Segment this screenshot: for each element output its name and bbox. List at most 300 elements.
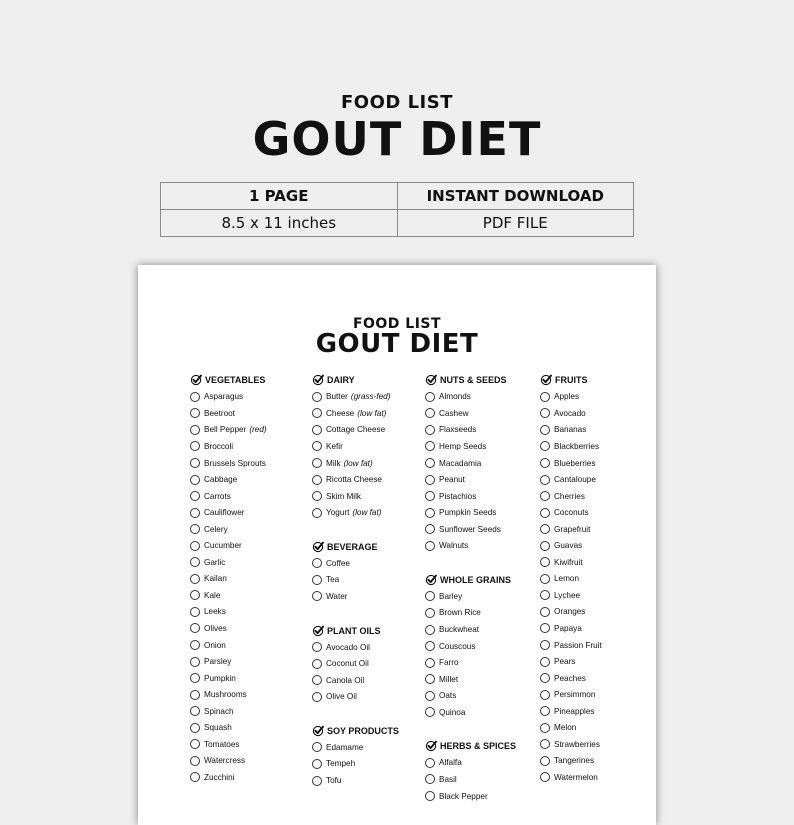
item-label: Yogurt <box>326 508 350 518</box>
list-item <box>312 422 424 439</box>
checkbox-circle[interactable] <box>425 625 435 635</box>
list-item <box>540 471 652 488</box>
item-label: Walnuts <box>439 541 469 551</box>
item-label: Coffee <box>326 558 350 568</box>
list-item <box>540 753 652 770</box>
checkbox-circle[interactable] <box>540 425 550 435</box>
checked-circle-icon <box>425 374 437 386</box>
checkbox-circle[interactable] <box>425 508 435 518</box>
item-label: Melon <box>554 723 577 733</box>
food-section <box>190 372 302 786</box>
list-item <box>312 438 424 455</box>
list-item <box>425 471 537 488</box>
list-item <box>425 771 537 788</box>
checkbox-circle[interactable] <box>425 641 435 651</box>
list-item <box>190 587 302 604</box>
list-item <box>425 755 537 772</box>
section-header <box>312 622 424 639</box>
list-item <box>425 521 537 538</box>
list-item <box>540 637 652 654</box>
item-label: Watercress <box>204 756 246 766</box>
list-item <box>425 405 537 422</box>
checkbox-circle[interactable] <box>312 692 322 702</box>
item-label: Cashew <box>439 408 469 418</box>
list-item <box>190 438 302 455</box>
checkbox-circle[interactable] <box>190 508 200 518</box>
food-section <box>540 372 652 786</box>
list-item <box>425 455 537 472</box>
list-item <box>312 572 424 589</box>
list-item <box>312 488 424 505</box>
top-subtitle: FOOD LIST <box>340 92 454 113</box>
checkbox-circle[interactable] <box>190 475 200 485</box>
checkbox-circle[interactable] <box>312 575 322 585</box>
list-item <box>190 405 302 422</box>
info-table <box>160 182 634 237</box>
item-label: Mushrooms <box>204 690 247 700</box>
list-item <box>540 686 652 703</box>
item-label: Garlic <box>204 557 226 567</box>
list-item <box>425 438 537 455</box>
section-header <box>425 572 537 589</box>
item-label: Cantaloupe <box>554 475 596 485</box>
checkbox-circle[interactable] <box>312 508 322 518</box>
checkbox-circle[interactable] <box>425 691 435 701</box>
section-header <box>190 372 302 389</box>
info-format: PDF FILE <box>397 210 634 237</box>
list-item <box>312 389 424 406</box>
checkbox-circle[interactable] <box>190 640 200 650</box>
checkbox-circle[interactable] <box>540 441 550 451</box>
section-title: PLANT OILS <box>327 625 381 636</box>
checkbox-circle[interactable] <box>540 673 550 683</box>
list-item <box>312 405 424 422</box>
sheet-subtitle: FOOD LIST <box>352 316 442 332</box>
checkbox-circle[interactable] <box>190 623 200 633</box>
checkbox-circle[interactable] <box>425 392 435 402</box>
checkbox-circle[interactable] <box>190 541 200 551</box>
item-label: Cabbage <box>204 475 238 485</box>
section-title: BEVERAGE <box>327 541 378 552</box>
list-item <box>190 504 302 521</box>
checkbox-circle[interactable] <box>190 491 200 501</box>
list-item <box>425 788 537 805</box>
list-item <box>190 769 302 786</box>
item-label: Spinach <box>204 706 234 716</box>
checkbox-circle[interactable] <box>540 392 550 402</box>
item-label: Pears <box>554 657 576 667</box>
checked-circle-icon <box>425 574 437 586</box>
checkbox-circle[interactable] <box>425 758 435 768</box>
item-label: Parsley <box>204 657 232 667</box>
item-label: Tomatoes <box>204 739 240 749</box>
checkbox-circle[interactable] <box>425 707 435 717</box>
checkbox-circle[interactable] <box>190 458 200 468</box>
list-item <box>312 504 424 521</box>
checkbox-circle[interactable] <box>190 557 200 567</box>
checkbox-circle[interactable] <box>540 491 550 501</box>
item-label: Blueberries <box>554 458 596 468</box>
checkbox-circle[interactable] <box>540 623 550 633</box>
list-item <box>425 671 537 688</box>
list-item <box>312 555 424 572</box>
checkbox-circle[interactable] <box>312 425 322 435</box>
section-header <box>312 723 424 740</box>
item-label: Apples <box>554 392 580 402</box>
checkbox-circle[interactable] <box>540 508 550 518</box>
item-label: Kefir <box>326 441 343 451</box>
item-label: Papaya <box>554 623 582 633</box>
checkbox-circle[interactable] <box>425 591 435 601</box>
checkbox-circle[interactable] <box>540 590 550 600</box>
checkbox-circle[interactable] <box>425 408 435 418</box>
checkbox-circle[interactable] <box>312 759 322 769</box>
list-item <box>425 588 537 605</box>
item-label: Avocado Oil <box>326 642 370 652</box>
checkbox-circle[interactable] <box>312 475 322 485</box>
checkbox-circle[interactable] <box>312 642 322 652</box>
item-label: Cauliflower <box>204 508 245 518</box>
list-item <box>540 703 652 720</box>
list-item <box>425 422 537 439</box>
item-label: Pumpkin Seeds <box>439 508 497 518</box>
checkbox-circle[interactable] <box>425 441 435 451</box>
item-label: Pistachios <box>439 491 477 501</box>
list-item <box>425 389 537 406</box>
item-label: Edamame <box>326 742 364 752</box>
list-item <box>312 471 424 488</box>
list-item <box>190 703 302 720</box>
checkbox-circle[interactable] <box>190 524 200 534</box>
item-label: Flaxseeds <box>439 425 477 435</box>
checkbox-circle[interactable] <box>190 706 200 716</box>
item-label: Butter <box>326 392 348 402</box>
item-label: Tofu <box>326 776 342 786</box>
item-label: Pineapples <box>554 706 595 716</box>
item-note: (red) <box>249 425 267 435</box>
list-item <box>190 604 302 621</box>
checkbox-circle[interactable] <box>425 425 435 435</box>
checkbox-circle[interactable] <box>425 458 435 468</box>
item-label: Skim Milk <box>326 491 362 501</box>
food-column <box>540 372 652 803</box>
list-item <box>540 504 652 521</box>
item-label: Bell Pepper <box>204 425 247 435</box>
item-label: Barley <box>439 591 463 601</box>
list-item <box>425 537 537 554</box>
checkbox-circle[interactable] <box>312 392 322 402</box>
item-label: Oats <box>439 691 457 701</box>
checkbox-circle[interactable] <box>540 640 550 650</box>
item-note: (low fat) <box>357 408 387 418</box>
checkbox-circle[interactable] <box>190 607 200 617</box>
list-item <box>190 719 302 736</box>
item-label: Basil <box>439 774 457 784</box>
item-label: Tempeh <box>326 759 356 769</box>
checkbox-circle[interactable] <box>190 590 200 600</box>
list-item <box>312 739 424 756</box>
list-item <box>190 670 302 687</box>
item-label: Tea <box>326 575 340 585</box>
list-item <box>540 653 652 670</box>
item-label: Quinoa <box>439 707 466 717</box>
checkbox-circle[interactable] <box>312 491 322 501</box>
list-item <box>190 686 302 703</box>
item-label: Sunflower Seeds <box>439 524 501 534</box>
checkbox-circle[interactable] <box>540 706 550 716</box>
section-header <box>425 738 537 755</box>
checkbox-circle[interactable] <box>190 408 200 418</box>
list-item <box>312 756 424 773</box>
list-item <box>425 654 537 671</box>
checkbox-circle[interactable] <box>540 657 550 667</box>
item-label: Water <box>326 591 348 601</box>
food-column <box>190 372 302 803</box>
item-note: (low fat) <box>352 508 382 518</box>
list-item <box>190 471 302 488</box>
checkbox-circle[interactable] <box>425 608 435 618</box>
list-item <box>190 521 302 538</box>
checkbox-circle[interactable] <box>425 791 435 801</box>
item-label: Cheese <box>326 408 355 418</box>
info-pages: 1 PAGE <box>161 183 398 210</box>
list-item <box>425 488 537 505</box>
checkbox-circle[interactable] <box>190 392 200 402</box>
item-label: Blackberries <box>554 441 600 451</box>
item-label: Lemon <box>554 574 580 584</box>
list-item <box>425 504 537 521</box>
list-item <box>425 621 537 638</box>
checkbox-circle[interactable] <box>190 425 200 435</box>
checked-circle-icon <box>312 374 324 386</box>
item-note: (low fat) <box>343 458 373 468</box>
checkbox-circle[interactable] <box>190 657 200 667</box>
item-label: Zucchini <box>204 772 235 782</box>
item-label: Black Pepper <box>439 791 488 801</box>
item-label: Passion Fruit <box>554 640 602 650</box>
item-label: Buckwheat <box>439 625 480 635</box>
item-label: Olive Oil <box>326 692 357 702</box>
list-item <box>540 604 652 621</box>
item-label: Peanut <box>439 475 465 485</box>
list-item <box>540 455 652 472</box>
item-label: Farro <box>439 658 459 668</box>
list-item <box>190 389 302 406</box>
item-label: Oranges <box>554 607 586 617</box>
item-label: Kiwifruit <box>554 557 583 567</box>
list-item <box>540 405 652 422</box>
checkbox-circle[interactable] <box>312 742 322 752</box>
section-header <box>425 372 537 389</box>
checkbox-circle[interactable] <box>312 591 322 601</box>
checkbox-circle[interactable] <box>540 756 550 766</box>
food-column <box>425 372 537 822</box>
item-label: Beetroot <box>204 408 235 418</box>
checkbox-circle[interactable] <box>190 690 200 700</box>
checked-circle-icon <box>190 374 202 386</box>
checkbox-circle[interactable] <box>425 674 435 684</box>
checkbox-circle[interactable] <box>312 408 322 418</box>
list-item <box>190 537 302 554</box>
printable-sheet <box>138 265 656 825</box>
food-section <box>425 372 537 554</box>
checkbox-circle[interactable] <box>540 739 550 749</box>
checkbox-circle[interactable] <box>540 557 550 567</box>
list-item <box>540 620 652 637</box>
list-item <box>540 769 652 786</box>
checkbox-circle[interactable] <box>190 723 200 733</box>
section-title: VEGETABLES <box>205 375 266 386</box>
checked-circle-icon <box>540 374 552 386</box>
section-header <box>312 539 424 556</box>
checkbox-circle[interactable] <box>190 574 200 584</box>
section-title: NUTS & SEEDS <box>440 375 507 386</box>
info-download: INSTANT DOWNLOAD <box>397 183 634 210</box>
list-item <box>190 422 302 439</box>
list-item <box>540 587 652 604</box>
food-column <box>312 372 424 806</box>
list-item <box>190 554 302 571</box>
list-item <box>190 653 302 670</box>
item-label: Pumpkin <box>204 673 236 683</box>
list-item <box>190 620 302 637</box>
checkbox-circle[interactable] <box>190 756 200 766</box>
item-label: Asparagus <box>204 392 244 402</box>
checkbox-circle[interactable] <box>540 574 550 584</box>
item-label: Olives <box>204 623 227 633</box>
list-item <box>540 736 652 753</box>
food-section <box>312 622 424 705</box>
checkbox-circle[interactable] <box>425 658 435 668</box>
checkbox-circle[interactable] <box>540 408 550 418</box>
item-label: Millet <box>439 674 459 684</box>
item-label: Macadamia <box>439 458 482 468</box>
section-header <box>540 372 652 389</box>
item-label: Watermelon <box>554 772 598 782</box>
list-item <box>425 704 537 721</box>
list-item <box>540 438 652 455</box>
item-label: Avocado <box>554 408 586 418</box>
item-label: Coconuts <box>554 508 589 518</box>
checkbox-circle[interactable] <box>190 441 200 451</box>
item-label: Canola Oil <box>326 675 365 685</box>
list-item <box>312 688 424 705</box>
checked-circle-icon <box>312 725 324 737</box>
checked-circle-icon <box>312 625 324 637</box>
list-item <box>540 488 652 505</box>
list-item <box>540 537 652 554</box>
checkbox-circle[interactable] <box>540 690 550 700</box>
item-label: Coconut Oil <box>326 659 369 669</box>
list-item <box>540 389 652 406</box>
checkbox-circle[interactable] <box>312 458 322 468</box>
sheet-title: GOUT DIET <box>315 329 479 359</box>
checkbox-circle[interactable] <box>190 739 200 749</box>
checkbox-circle[interactable] <box>190 772 200 782</box>
checkbox-circle[interactable] <box>425 491 435 501</box>
item-label: Squash <box>204 723 232 733</box>
item-label: Strawberries <box>554 739 600 749</box>
checkbox-circle[interactable] <box>540 541 550 551</box>
list-item <box>312 672 424 689</box>
list-item <box>190 736 302 753</box>
list-item <box>312 772 424 789</box>
checkbox-circle[interactable] <box>540 607 550 617</box>
checkbox-circle[interactable] <box>312 776 322 786</box>
list-item <box>312 588 424 605</box>
list-item <box>540 571 652 588</box>
food-section <box>312 539 424 605</box>
item-label: Broccoli <box>204 441 234 451</box>
item-label: Tangerines <box>554 756 595 766</box>
list-item <box>190 488 302 505</box>
list-item <box>540 422 652 439</box>
list-item <box>540 719 652 736</box>
checkbox-circle[interactable] <box>312 659 322 669</box>
section-title: WHOLE GRAINS <box>440 574 511 585</box>
checkbox-circle[interactable] <box>425 541 435 551</box>
item-label: Celery <box>204 524 228 534</box>
checkbox-circle[interactable] <box>540 772 550 782</box>
checkbox-circle[interactable] <box>425 774 435 784</box>
section-title: FRUITS <box>555 375 588 386</box>
section-title: HERBS & SPICES <box>440 741 517 752</box>
item-label: Ricotta Cheese <box>326 475 382 485</box>
item-label: Guavas <box>554 541 583 551</box>
checkbox-circle[interactable] <box>540 458 550 468</box>
food-section <box>312 723 424 789</box>
item-label: Brown Rice <box>439 608 481 618</box>
top-title: GOUT DIET <box>252 112 542 166</box>
checkbox-circle[interactable] <box>312 675 322 685</box>
item-label: Lychee <box>554 590 581 600</box>
checkbox-circle[interactable] <box>540 723 550 733</box>
list-item <box>425 687 537 704</box>
item-label: Kale <box>204 590 221 600</box>
item-label: Milk <box>326 458 341 468</box>
item-label: Alfalfa <box>439 758 462 768</box>
checkbox-circle[interactable] <box>312 558 322 568</box>
checkbox-circle[interactable] <box>540 524 550 534</box>
list-item <box>312 455 424 472</box>
section-title: DAIRY <box>327 375 355 386</box>
item-label: Brussels Sprouts <box>204 458 266 468</box>
list-item <box>312 655 424 672</box>
info-size: 8.5 x 11 inches <box>161 210 398 237</box>
list-item <box>190 571 302 588</box>
item-label: Peaches <box>554 673 586 683</box>
list-item <box>425 638 537 655</box>
item-label: Carrots <box>204 491 231 501</box>
checkbox-circle[interactable] <box>190 673 200 683</box>
list-item <box>540 670 652 687</box>
item-label: Onion <box>204 640 226 650</box>
list-item <box>312 639 424 656</box>
item-label: Kailan <box>204 574 227 584</box>
item-label: Hemp Seeds <box>439 441 487 451</box>
section-title: SOY PRODUCTS <box>327 725 399 736</box>
food-section <box>425 572 537 721</box>
checkbox-circle[interactable] <box>540 475 550 485</box>
item-label: Bananas <box>554 425 587 435</box>
list-item <box>190 753 302 770</box>
list-item <box>540 521 652 538</box>
checkbox-circle[interactable] <box>312 441 322 451</box>
info-row <box>161 183 634 210</box>
section-header <box>312 372 424 389</box>
checkbox-circle[interactable] <box>425 524 435 534</box>
checkbox-circle[interactable] <box>425 475 435 485</box>
